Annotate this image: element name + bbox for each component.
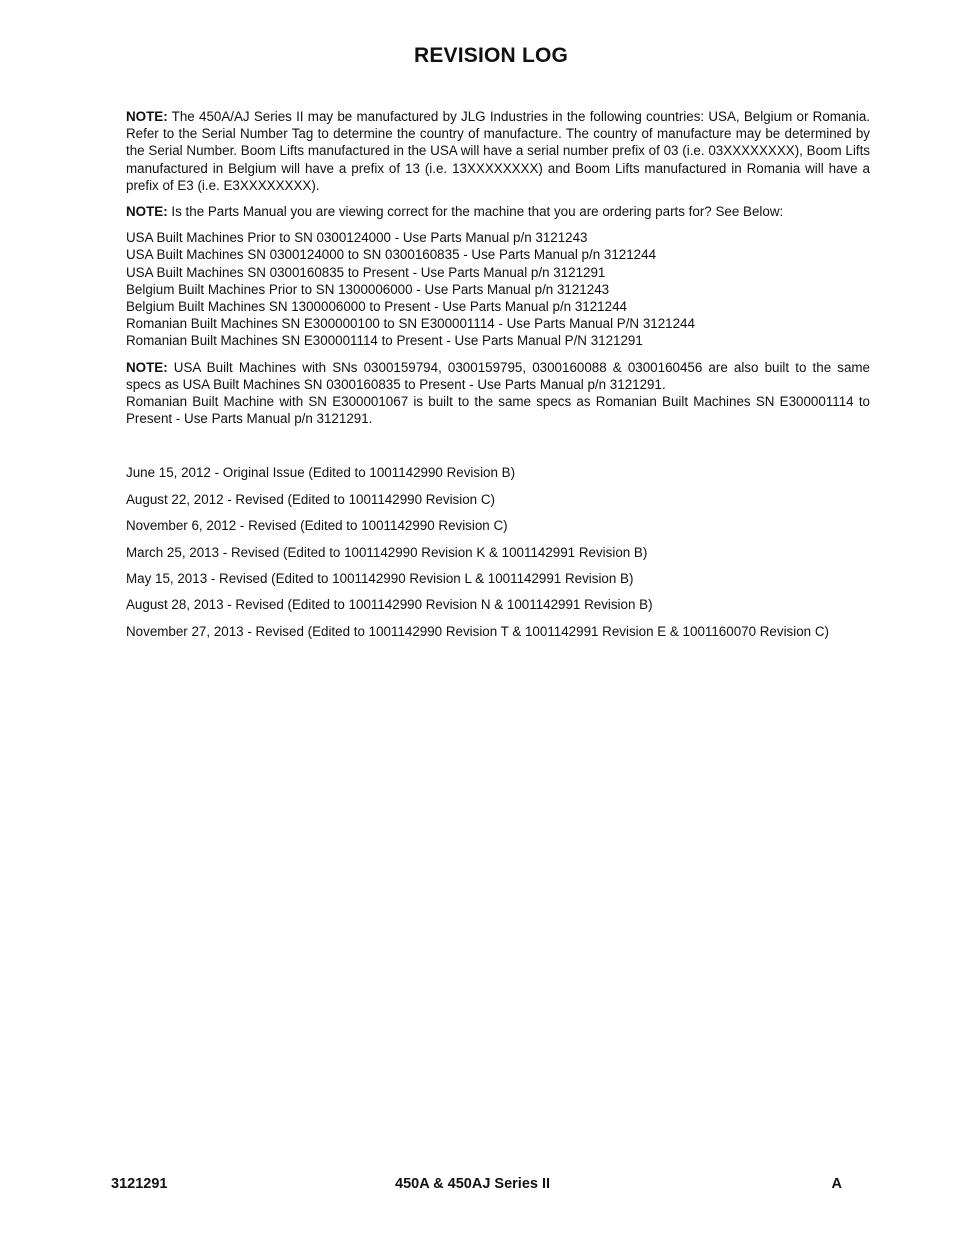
note-same-specs [126, 359, 870, 428]
list-item: USA Built Machines SN 0300160835 to Present - Use Parts Manual p/n 3121291 [126, 264, 606, 280]
note-label: NOTE: [126, 359, 168, 375]
revision-entry: August 22, 2012 - Revised (Edited to 1001142990 Revision C) [126, 491, 495, 507]
parts-manual-list [126, 229, 870, 349]
note-text: Is the Parts Manual you are viewing correct for the machine that you are ordering parts for? See Below: [171, 204, 784, 220]
note-label: NOTE: [126, 204, 168, 220]
revision-entry: November 6, 2012 - Revised (Edited to 1001142990 Revision C) [126, 518, 508, 534]
revision-entry: June 15, 2012 - Original Issue (Edited to 1001142990 Revision B) [126, 465, 516, 481]
footer-model-name: 450A & 450AJ Series II [395, 1176, 551, 1192]
footer-manual-number: 3121291 [111, 1176, 168, 1192]
footer-page-label: A [831, 1176, 842, 1192]
revision-entry: March 25, 2013 - Revised (Edited to 1001142990 Revision K & 1001142991 Revision B) [126, 544, 648, 560]
note-text: Romanian Built Machine with SN E300001067 is built to the same specs as Romanian Built Machines SN E300001114 to Present - Use Parts Manual p/n 3121291. [126, 394, 870, 427]
revision-entry: November 27, 2013 - Revised (Edited to 1001142990 Revision T & 1001142991 Revision E & 1001160070 Revision C) [126, 623, 829, 639]
list-item: Belgium Built Machines SN 1300006000 to Present - Use Parts Manual p/n 3121244 [126, 299, 627, 315]
list-item: Romanian Built Machines SN E300000100 to SN E300001114 - Use Parts Manual P/N 3121244 [126, 316, 695, 332]
revision-list [126, 464, 870, 640]
list-item: USA Built Machines SN 0300124000 to SN 0300160835 - Use Parts Manual p/n 3121244 [126, 247, 657, 263]
list-item: Belgium Built Machines Prior to SN 1300006000 - Use Parts Manual p/n 3121243 [126, 281, 610, 297]
note-text: The 450A/AJ Series II may be manufactured by JLG Industries in the following countries: USA, Belgium or Romania. Refer to the Serial Number Tag to determine the country of manufacture. The country of manufacture may be determined by the Serial Number. Boom Lifts manufactured in the USA will have a serial number prefix of 03 (i.e. 03XXXXXXXX), Boom Lifts manufactured in Belgium will have a prefix of 13 (i.e. 13XXXXXXXX) and Boom Lifts manufactured in Romania will have a prefix of E3 (i.e. E3XXXXXXXX). [126, 109, 870, 193]
note-country-of-manufacture [126, 108, 870, 194]
revision-entry: May 15, 2013 - Revised (Edited to 1001142990 Revision L & 1001142991 Revision B) [126, 571, 634, 587]
list-item: Romanian Built Machines SN E300001114 to Present - Use Parts Manual P/N 3121291 [126, 333, 643, 349]
list-item: USA Built Machines Prior to SN 0300124000 - Use Parts Manual p/n 3121243 [126, 230, 588, 246]
note-label: NOTE: [126, 109, 168, 124]
note-line [126, 359, 870, 393]
page-content [126, 108, 870, 649]
note-parts-manual-check [126, 203, 870, 220]
page-title: REVISION LOG [413, 44, 569, 67]
revision-entry: August 28, 2013 - Revised (Edited to 1001142990 Revision N & 1001142991 Revision B) [126, 597, 653, 613]
note-text: USA Built Machines with SNs 0300159794, 0300159795, 0300160088 & 0300160456 are also built to the same specs as USA Built Machines SN 0300160835 to Present - Use Parts Manual p/n 3121291. [126, 359, 870, 392]
